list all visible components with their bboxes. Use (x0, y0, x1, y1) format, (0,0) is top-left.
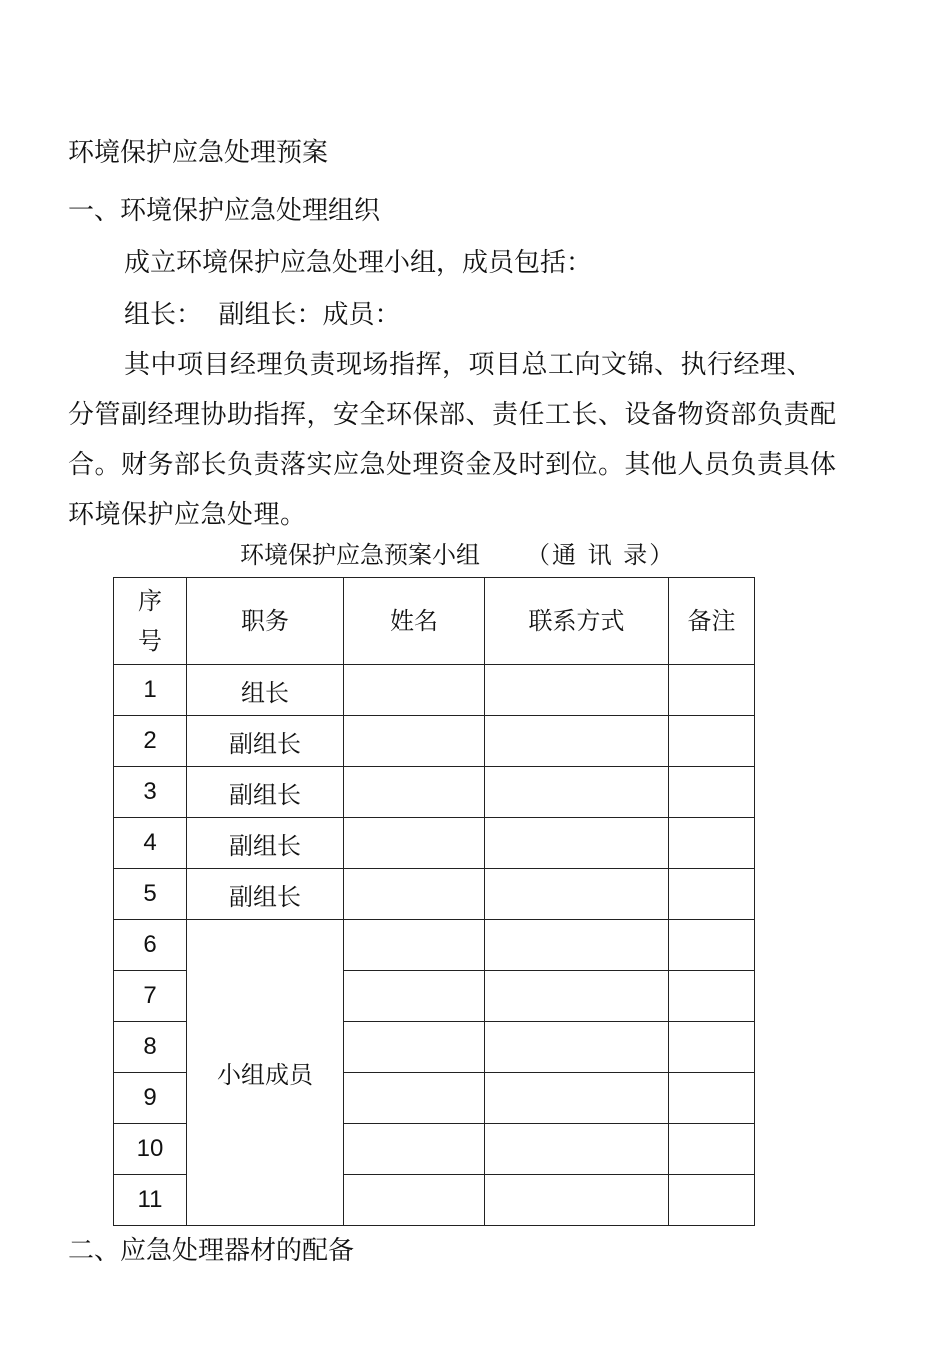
name-cell (344, 920, 485, 971)
responsibility-paragraph: 其中项目经理负责现场指挥，项目总工向文锦、执行经理、分管副经理协助指挥，安全环保部、责任工长、设备物资部负责配合。财务部长负责落实应急处理资金及时到位。其他人员负责具体环境保护应急处理。 (68, 350, 837, 530)
contact-cell (485, 1175, 669, 1226)
table-row (114, 920, 755, 971)
table-header-row (114, 578, 755, 665)
name-cell (344, 869, 485, 920)
position-cell-members: 小组成员 (187, 920, 344, 1226)
name-cell (344, 665, 485, 716)
contact-cell (485, 869, 669, 920)
table-caption-subtitle: （通 讯 录） (526, 541, 676, 569)
contact-cell (485, 665, 669, 716)
remarks-cell (669, 716, 755, 767)
roles-line: 组长： 副组长：成员： (124, 300, 401, 330)
header-name: 姓名 (344, 578, 485, 665)
seq-cell: 5 (114, 869, 187, 920)
header-contact: 联系方式 (485, 578, 669, 665)
table-caption-title: 环境保护应急预案小组 (240, 541, 480, 569)
contact-cell (485, 818, 669, 869)
contact-cell (485, 716, 669, 767)
remarks-cell (669, 1022, 755, 1073)
position-cell: 组长 (187, 665, 344, 716)
contact-cell (485, 920, 669, 971)
table-row (114, 665, 755, 716)
remarks-cell (669, 1175, 755, 1226)
seq-cell: 1 (114, 665, 187, 716)
name-cell (344, 767, 485, 818)
name-cell (344, 1022, 485, 1073)
position-cell: 副组长 (187, 818, 344, 869)
table-row (114, 767, 755, 818)
contact-table (113, 577, 755, 1226)
section-1-heading: 一、环境保护应急处理组织 (68, 196, 381, 226)
name-cell (344, 818, 485, 869)
table-caption (240, 543, 675, 567)
remarks-cell (669, 1124, 755, 1175)
position-cell: 副组长 (187, 767, 344, 818)
seq-cell: 11 (114, 1175, 187, 1226)
table-row (114, 869, 755, 920)
contact-cell (485, 1124, 669, 1175)
remarks-cell (669, 1073, 755, 1124)
seq-cell: 2 (114, 716, 187, 767)
document-title: 环境保护应急处理预案 (68, 138, 329, 168)
seq-cell: 4 (114, 818, 187, 869)
name-cell (344, 971, 485, 1022)
contact-cell (485, 971, 669, 1022)
section-2-heading: 二、应急处理器材的配备 (68, 1236, 355, 1266)
seq-cell: 8 (114, 1022, 187, 1073)
contact-cell (485, 767, 669, 818)
remarks-cell (669, 665, 755, 716)
contact-cell (485, 1022, 669, 1073)
name-cell (344, 1073, 485, 1124)
table-row (114, 818, 755, 869)
seq-cell: 7 (114, 971, 187, 1022)
remarks-cell (669, 971, 755, 1022)
seq-cell: 10 (114, 1124, 187, 1175)
position-cell: 副组长 (187, 869, 344, 920)
header-seq (114, 578, 187, 665)
remarks-cell (669, 869, 755, 920)
remarks-cell (669, 767, 755, 818)
header-seq-line1: 序 (138, 587, 162, 615)
name-cell (344, 716, 485, 767)
header-seq-line2: 号 (138, 627, 162, 655)
remarks-cell (669, 920, 755, 971)
seq-cell: 9 (114, 1073, 187, 1124)
header-remarks: 备注 (669, 578, 755, 665)
contact-cell (485, 1073, 669, 1124)
name-cell (344, 1124, 485, 1175)
remarks-cell (669, 818, 755, 869)
header-position: 职务 (187, 578, 344, 665)
name-cell (344, 1175, 485, 1226)
table-row (114, 716, 755, 767)
seq-cell: 3 (114, 767, 187, 818)
seq-cell: 6 (114, 920, 187, 971)
position-cell: 副组长 (187, 716, 344, 767)
intro-line: 成立环境保护应急处理小组，成员包括： (124, 248, 593, 278)
